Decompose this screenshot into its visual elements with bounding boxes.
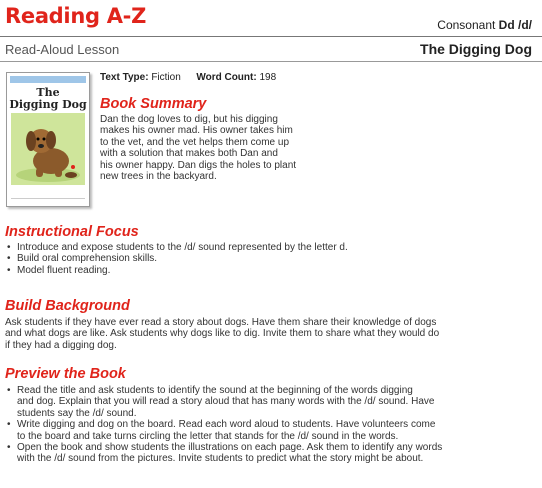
cover-illustration <box>11 113 85 185</box>
instructional-focus-heading: Instructional Focus <box>5 224 139 240</box>
cover-footer <box>11 198 85 202</box>
reading-az-logo: Reading A-Z <box>5 4 147 28</box>
preview-heading: Preview the Book <box>5 366 126 382</box>
subheader-rule <box>0 61 542 62</box>
text-type-label: Text Type: <box>100 72 149 83</box>
list-item: • Introduce and expose students to the /d/ sound represented by the letter d. <box>5 242 535 253</box>
preview-line: students say the /d/ sound. <box>17 407 137 419</box>
book-summary-heading: Book Summary <box>100 96 207 112</box>
summary-line: with a solution that makes both Dan and <box>100 148 278 160</box>
header-rule <box>0 36 542 37</box>
preview-line: to the board and take turns circling the letter that stands for the /d/ sound in the words. <box>17 430 399 442</box>
summary-line: Dan the dog loves to dig, but his digging <box>100 114 278 125</box>
summary-line: to the vet, and the vet helps them come up <box>100 136 290 148</box>
preview-line: • Write digging and dog on the board. Read each word aloud to students. Have volunteers come <box>17 419 436 431</box>
book-meta <box>100 72 276 83</box>
dog-illustration-icon <box>11 113 85 185</box>
background-line: Ask students if they have ever read a story about dogs. Have them share their knowledge of dogs <box>5 317 437 328</box>
background-line: and what dogs are like. Ask students why dogs like to dig. Invite them to share what they would do <box>5 328 440 340</box>
cover-band <box>10 76 86 83</box>
word-count-value: 198 <box>259 72 277 83</box>
page-title: The Digging Dog <box>420 41 532 57</box>
list-item <box>5 442 537 465</box>
summary-line: his owner happy. Dan digs the holes to plant <box>100 159 297 171</box>
text-type-value: Fiction <box>151 72 181 83</box>
cover-title: The Digging Dog <box>9 86 87 111</box>
summary-line: new trees in the backyard. <box>100 171 217 183</box>
instructional-focus-list <box>5 242 535 276</box>
preview-list <box>5 385 537 465</box>
book-cover-image <box>6 72 90 207</box>
preview-line: with the /d/ sound from the pictures. Invite students to predict what the story might be about. <box>17 453 424 465</box>
lesson-type: Read-Aloud Lesson <box>5 42 120 57</box>
list-item: • Build oral comprehension skills. <box>5 253 535 264</box>
preview-line: and dog. Explain that you will read a story aloud that has many words with the /d/ sound. Have <box>17 396 435 408</box>
list-item <box>5 385 537 419</box>
list-item <box>5 419 537 442</box>
consonant-label <box>437 18 532 32</box>
consonant-letters: Dd /d/ <box>498 18 532 32</box>
book-summary-text <box>100 114 296 182</box>
summary-line: makes his owner mad. His owner takes him <box>100 125 293 137</box>
build-background-heading: Build Background <box>5 298 130 314</box>
background-line: if they had a digging dog. <box>5 339 117 351</box>
preview-line: • Open the book and show students the illustrations on each page. Ask them to identify any words <box>17 442 443 454</box>
word-count-label: Word Count: <box>196 72 257 83</box>
consonant-prefix: Consonant <box>437 18 496 32</box>
build-background-text <box>5 317 537 351</box>
preview-line: • Read the title and ask students to identify the sound at the beginning of the words digging <box>17 385 413 396</box>
list-item: • Model fluent reading. <box>5 265 535 276</box>
